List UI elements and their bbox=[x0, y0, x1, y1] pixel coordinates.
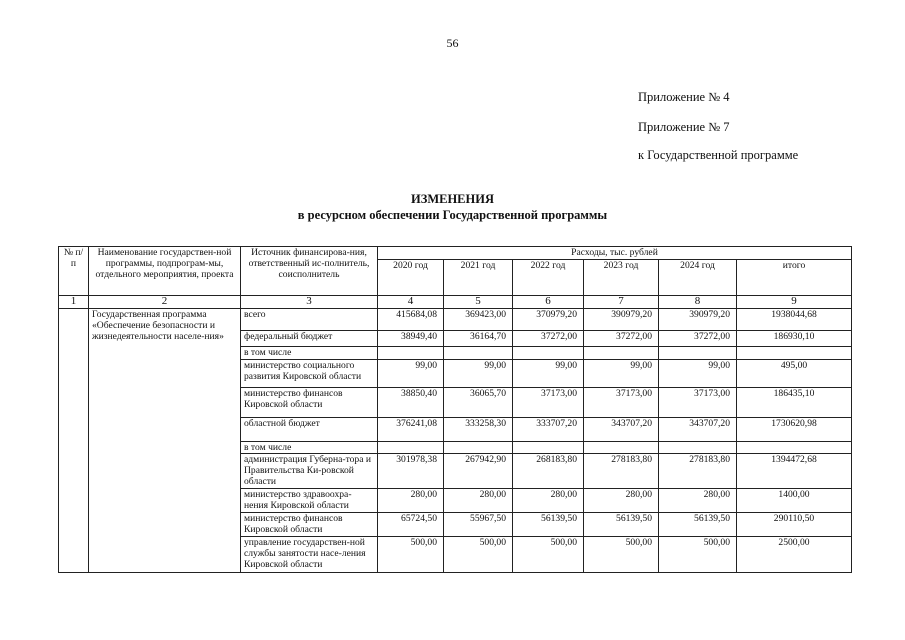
value-cell bbox=[659, 442, 737, 454]
value-cell bbox=[444, 347, 513, 360]
header-year-2024: 2024 год bbox=[659, 260, 737, 296]
header-year-2020: 2020 год bbox=[378, 260, 444, 296]
budget-table bbox=[58, 246, 852, 573]
value-cell: 280,00 bbox=[378, 489, 444, 513]
table-row bbox=[59, 309, 852, 331]
source-cell: администрация Губерна-тора и Правительства Ки-ровской области bbox=[241, 454, 378, 489]
value-cell bbox=[584, 347, 659, 360]
value-cell: 376241,08 bbox=[378, 418, 444, 442]
value-cell: 500,00 bbox=[444, 537, 513, 573]
column-number: 9 bbox=[737, 296, 852, 309]
value-cell: 415684,08 bbox=[378, 309, 444, 331]
value-cell: 500,00 bbox=[378, 537, 444, 573]
value-cell: 343707,20 bbox=[659, 418, 737, 442]
source-cell: в том числе bbox=[241, 347, 378, 360]
value-cell bbox=[444, 442, 513, 454]
value-cell: 1730620,98 bbox=[737, 418, 852, 442]
value-cell: 2500,00 bbox=[737, 537, 852, 573]
value-cell: 37272,00 bbox=[659, 331, 737, 347]
column-number: 6 bbox=[513, 296, 584, 309]
value-cell: 500,00 bbox=[659, 537, 737, 573]
value-cell: 56139,50 bbox=[584, 513, 659, 537]
value-cell: 390979,20 bbox=[659, 309, 737, 331]
value-cell: 301978,38 bbox=[378, 454, 444, 489]
header-year-2022: 2022 год bbox=[513, 260, 584, 296]
value-cell: 99,00 bbox=[659, 360, 737, 388]
document-title bbox=[0, 191, 905, 223]
value-cell: 280,00 bbox=[513, 489, 584, 513]
source-cell: всего bbox=[241, 309, 378, 331]
source-cell: управление государствен-ной службы занятости насе-ления Кировской области bbox=[241, 537, 378, 573]
row-number-cell bbox=[59, 309, 89, 573]
value-cell: 495,00 bbox=[737, 360, 852, 388]
title-line-1: ИЗМЕНЕНИЯ bbox=[411, 192, 494, 206]
value-cell bbox=[513, 442, 584, 454]
value-cell: 500,00 bbox=[584, 537, 659, 573]
value-cell: 99,00 bbox=[584, 360, 659, 388]
column-number: 7 bbox=[584, 296, 659, 309]
page-number: 56 bbox=[446, 36, 459, 50]
source-cell: министерство социального развития Кировской области bbox=[241, 360, 378, 388]
header-total: итого bbox=[737, 260, 852, 296]
header-source: Источник финансирова-ния, ответственный ис-полнитель, соисполнитель bbox=[241, 247, 378, 296]
column-number: 8 bbox=[659, 296, 737, 309]
source-cell: министерство финансов Кировской области bbox=[241, 513, 378, 537]
header-year-2021: 2021 год bbox=[444, 260, 513, 296]
value-cell bbox=[378, 442, 444, 454]
value-cell bbox=[737, 442, 852, 454]
column-number: 1 bbox=[59, 296, 89, 309]
value-cell: 37173,00 bbox=[584, 388, 659, 418]
value-cell: 1400,00 bbox=[737, 489, 852, 513]
value-cell: 280,00 bbox=[584, 489, 659, 513]
value-cell: 500,00 bbox=[513, 537, 584, 573]
value-cell: 56139,50 bbox=[659, 513, 737, 537]
value-cell: 268183,80 bbox=[513, 454, 584, 489]
header-num: № п/п bbox=[59, 247, 89, 296]
source-cell: министерство здравоохра-нения Кировской области bbox=[241, 489, 378, 513]
value-cell bbox=[659, 347, 737, 360]
value-cell: 278183,80 bbox=[659, 454, 737, 489]
column-number: 5 bbox=[444, 296, 513, 309]
appendix-line-2: Приложение № 7 bbox=[638, 120, 730, 134]
value-cell: 38850,40 bbox=[378, 388, 444, 418]
column-number-row bbox=[59, 296, 852, 309]
value-cell bbox=[584, 442, 659, 454]
value-cell: 65724,50 bbox=[378, 513, 444, 537]
program-name: Государственная программа «Обеспечение безопасности и жизнедеятельности населе-ния» bbox=[89, 309, 241, 573]
value-cell: 333258,30 bbox=[444, 418, 513, 442]
value-cell: 37272,00 bbox=[584, 331, 659, 347]
value-cell: 36065,70 bbox=[444, 388, 513, 418]
value-cell: 290110,50 bbox=[737, 513, 852, 537]
value-cell: 186930,10 bbox=[737, 331, 852, 347]
value-cell: 267942,90 bbox=[444, 454, 513, 489]
value-cell: 280,00 bbox=[444, 489, 513, 513]
appendix-line-1: Приложение № 4 bbox=[638, 90, 730, 104]
value-cell: 37272,00 bbox=[513, 331, 584, 347]
source-cell: федеральный бюджет bbox=[241, 331, 378, 347]
value-cell: 99,00 bbox=[378, 360, 444, 388]
value-cell: 38949,40 bbox=[378, 331, 444, 347]
value-cell: 280,00 bbox=[659, 489, 737, 513]
value-cell: 36164,70 bbox=[444, 331, 513, 347]
value-cell bbox=[378, 347, 444, 360]
value-cell: 37173,00 bbox=[513, 388, 584, 418]
value-cell bbox=[737, 347, 852, 360]
value-cell: 278183,80 bbox=[584, 454, 659, 489]
source-cell: областной бюджет bbox=[241, 418, 378, 442]
source-cell: в том числе bbox=[241, 442, 378, 454]
title-line-2: в ресурсном обеспечении Государственной программы bbox=[297, 208, 608, 222]
header-expenses: Расходы, тыс. рублей bbox=[378, 247, 852, 260]
value-cell: 390979,20 bbox=[584, 309, 659, 331]
value-cell: 1394472,68 bbox=[737, 454, 852, 489]
value-cell: 369423,00 bbox=[444, 309, 513, 331]
value-cell: 186435,10 bbox=[737, 388, 852, 418]
appendix-line-3: к Государственной программе bbox=[638, 148, 799, 162]
column-number: 4 bbox=[378, 296, 444, 309]
value-cell: 55967,50 bbox=[444, 513, 513, 537]
value-cell: 333707,20 bbox=[513, 418, 584, 442]
value-cell: 99,00 bbox=[513, 360, 584, 388]
value-cell: 343707,20 bbox=[584, 418, 659, 442]
value-cell bbox=[513, 347, 584, 360]
value-cell: 99,00 bbox=[444, 360, 513, 388]
value-cell: 56139,50 bbox=[513, 513, 584, 537]
column-number: 2 bbox=[89, 296, 241, 309]
header-name: Наименование государствен-ной программы, подпрограм-мы, отдельного мероприятия, проекта bbox=[89, 247, 241, 296]
value-cell: 37173,00 bbox=[659, 388, 737, 418]
header-year-2023: 2023 год bbox=[584, 260, 659, 296]
source-cell: министерство финансов Кировской области bbox=[241, 388, 378, 418]
value-cell: 1938044,68 bbox=[737, 309, 852, 331]
column-number: 3 bbox=[241, 296, 378, 309]
value-cell: 370979,20 bbox=[513, 309, 584, 331]
